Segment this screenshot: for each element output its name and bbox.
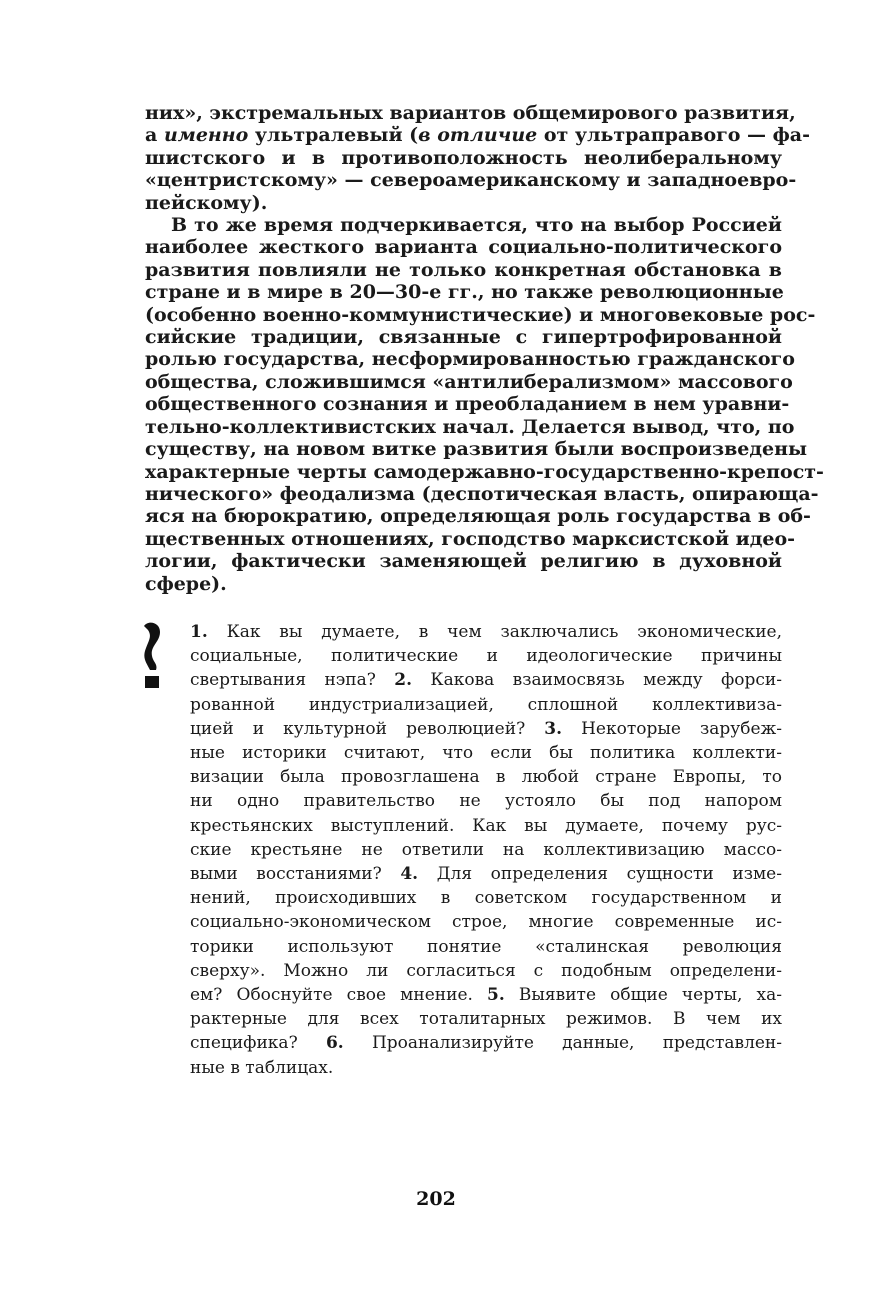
text-segment: от ультраправого — фа- [537, 124, 810, 147]
question-number: 6. [325, 1033, 344, 1054]
text-segment: цией и культурной революцией? [190, 718, 545, 739]
text-segment: ролью государства, несформированностью гражданского [145, 348, 795, 371]
text-line [190, 717, 782, 741]
text-line [145, 415, 795, 438]
text-segment: ские крестьяне не ответили на коллективизацию массо- [190, 839, 782, 860]
text-line [145, 236, 782, 258]
text-line [145, 482, 819, 505]
text-segment: существу, на новом витке развития были воспроизведены [145, 438, 808, 461]
text-line [145, 573, 782, 595]
text-line [145, 281, 782, 303]
text-line [190, 644, 782, 668]
text-line [190, 935, 782, 959]
text-line [145, 438, 808, 461]
text-segment: сверху». Можно ли согласиться с подобным определени- [190, 960, 782, 981]
text-segment: ные историки считают, что если бы политика коллекти- [190, 743, 782, 764]
text-segment: яся на бюрократию, определяющая роль государства в об- [145, 505, 811, 528]
text-line [145, 393, 790, 416]
text-line [145, 550, 782, 572]
text-line [145, 214, 782, 236]
text-segment: общества, сложившимся «антилиберализмом» массового [145, 370, 793, 393]
text-segment: сфере). [145, 572, 227, 595]
text-segment: свертывания нэпа? [190, 670, 395, 691]
question-number: 1. [190, 622, 208, 642]
text-segment: Некоторые зарубеж- [562, 718, 782, 739]
text-segment: Для определения сущности изме- [418, 864, 782, 885]
question-mark-icon [138, 620, 168, 692]
text-line [145, 169, 797, 192]
text-segment: (особенно военно-коммунистические) и многовековые рос- [145, 303, 816, 326]
text-segment: наиболее жесткого варианта социально-политического [145, 236, 782, 259]
text-segment: Проанализируйте данные, представлен- [343, 1033, 783, 1054]
text-line [145, 326, 782, 348]
text-segment: «центристскому» — североамериканскому и западноевро- [145, 169, 797, 192]
text-segment: сийские традиции, связанные с гипертрофированной [145, 326, 782, 349]
text-line [190, 862, 782, 886]
text-segment: Выявите общие черты, ха- [504, 985, 782, 1006]
text-line [190, 1056, 782, 1080]
text-segment: ни одно правительство не устояло бы под напором [190, 791, 782, 812]
text-line [190, 620, 782, 644]
text-segment: стране и в мире в 20—30-е гг., но также революционные [145, 281, 784, 304]
text-line [145, 147, 782, 169]
body-text [145, 102, 824, 595]
text-segment: характерные черты самодержавно-государственно-крепост- [145, 460, 824, 483]
text-segment: социальные, политические и идеологические причины [190, 646, 782, 667]
question-number: 5. [487, 985, 505, 1006]
text-segment: шистского и в противоположность неолиберальному [145, 146, 782, 169]
text-segment: торики используют понятие «сталинская революция [190, 936, 782, 957]
review-questions [190, 620, 782, 1080]
text-segment: а [145, 124, 164, 147]
text-line [145, 348, 795, 371]
text-line [190, 765, 782, 789]
text-line [145, 192, 782, 214]
text-segment: нений, происходивших в советском государственном и [190, 888, 782, 909]
text-segment: логии, фактически заменяющей религию в духовной [145, 550, 782, 573]
text-segment: специфика? [190, 1033, 326, 1054]
text-line [145, 460, 824, 483]
text-segment: крестьянских выступлений. Как вы думаете, почему рус- [190, 815, 782, 836]
text-segment: ультралевый ( [248, 124, 419, 147]
text-line [190, 838, 782, 862]
text-line [145, 527, 796, 550]
question-number: 3. [544, 718, 563, 739]
text-segment: рактерные для всех тоталитарных режимов. В чем их [190, 1009, 782, 1030]
text-segment: социально-экономическом строе, многие современные ис- [190, 912, 782, 933]
text-segment: ные в таблицах. [190, 1057, 334, 1078]
text-segment: визации была провозглашена в любой стране Европы, то [190, 767, 782, 788]
text-line [145, 370, 793, 393]
text-segment: рованной индустриализацией, сплошной коллективиза- [190, 694, 782, 715]
text-segment: пейскому). [145, 191, 268, 214]
emphasis-text: в отличие [418, 124, 538, 147]
emphasis-text: именно [163, 124, 249, 147]
text-line [190, 959, 782, 983]
text-line [190, 910, 782, 934]
question-number: 2. [394, 670, 413, 691]
text-line [145, 102, 796, 124]
text-segment: Как вы думаете, в чем заключались экономические, [207, 622, 782, 642]
text-segment: Какова взаимосвязь между форси- [412, 670, 782, 691]
text-line [190, 983, 782, 1007]
text-segment: них», экстремальных вариантов общемирового развития, [145, 102, 796, 124]
text-line [190, 1007, 782, 1031]
text-line [190, 1031, 782, 1055]
text-segment: тельно-коллективистских начал. Делается вывод, что, по [145, 415, 795, 438]
text-segment: выми восстаниями? [190, 864, 401, 885]
text-line [190, 886, 782, 910]
text-segment: нического» феодализма (деспотическая власть, опирающа- [145, 482, 819, 505]
text-line [190, 814, 782, 838]
text-segment: общественного сознания и преобладанием в нем уравни- [145, 393, 790, 416]
text-line [190, 668, 782, 692]
text-line [190, 693, 782, 717]
text-segment: щественных отношениях, господство марксистской идео- [145, 527, 796, 550]
text-segment: ем? Обоснуйте свое мнение. [190, 985, 488, 1006]
page-number: 202 [416, 1188, 456, 1210]
text-line [190, 741, 782, 765]
text-line [145, 259, 782, 281]
text-line [190, 789, 782, 813]
text-segment: развития повлияли не только конкретная обстановка в [145, 258, 782, 281]
text-line [145, 505, 811, 528]
text-segment: В то же время подчеркивается, что на выбор Россией [171, 214, 782, 237]
text-line [145, 303, 816, 326]
question-number: 4. [400, 864, 419, 885]
text-line [145, 124, 810, 147]
